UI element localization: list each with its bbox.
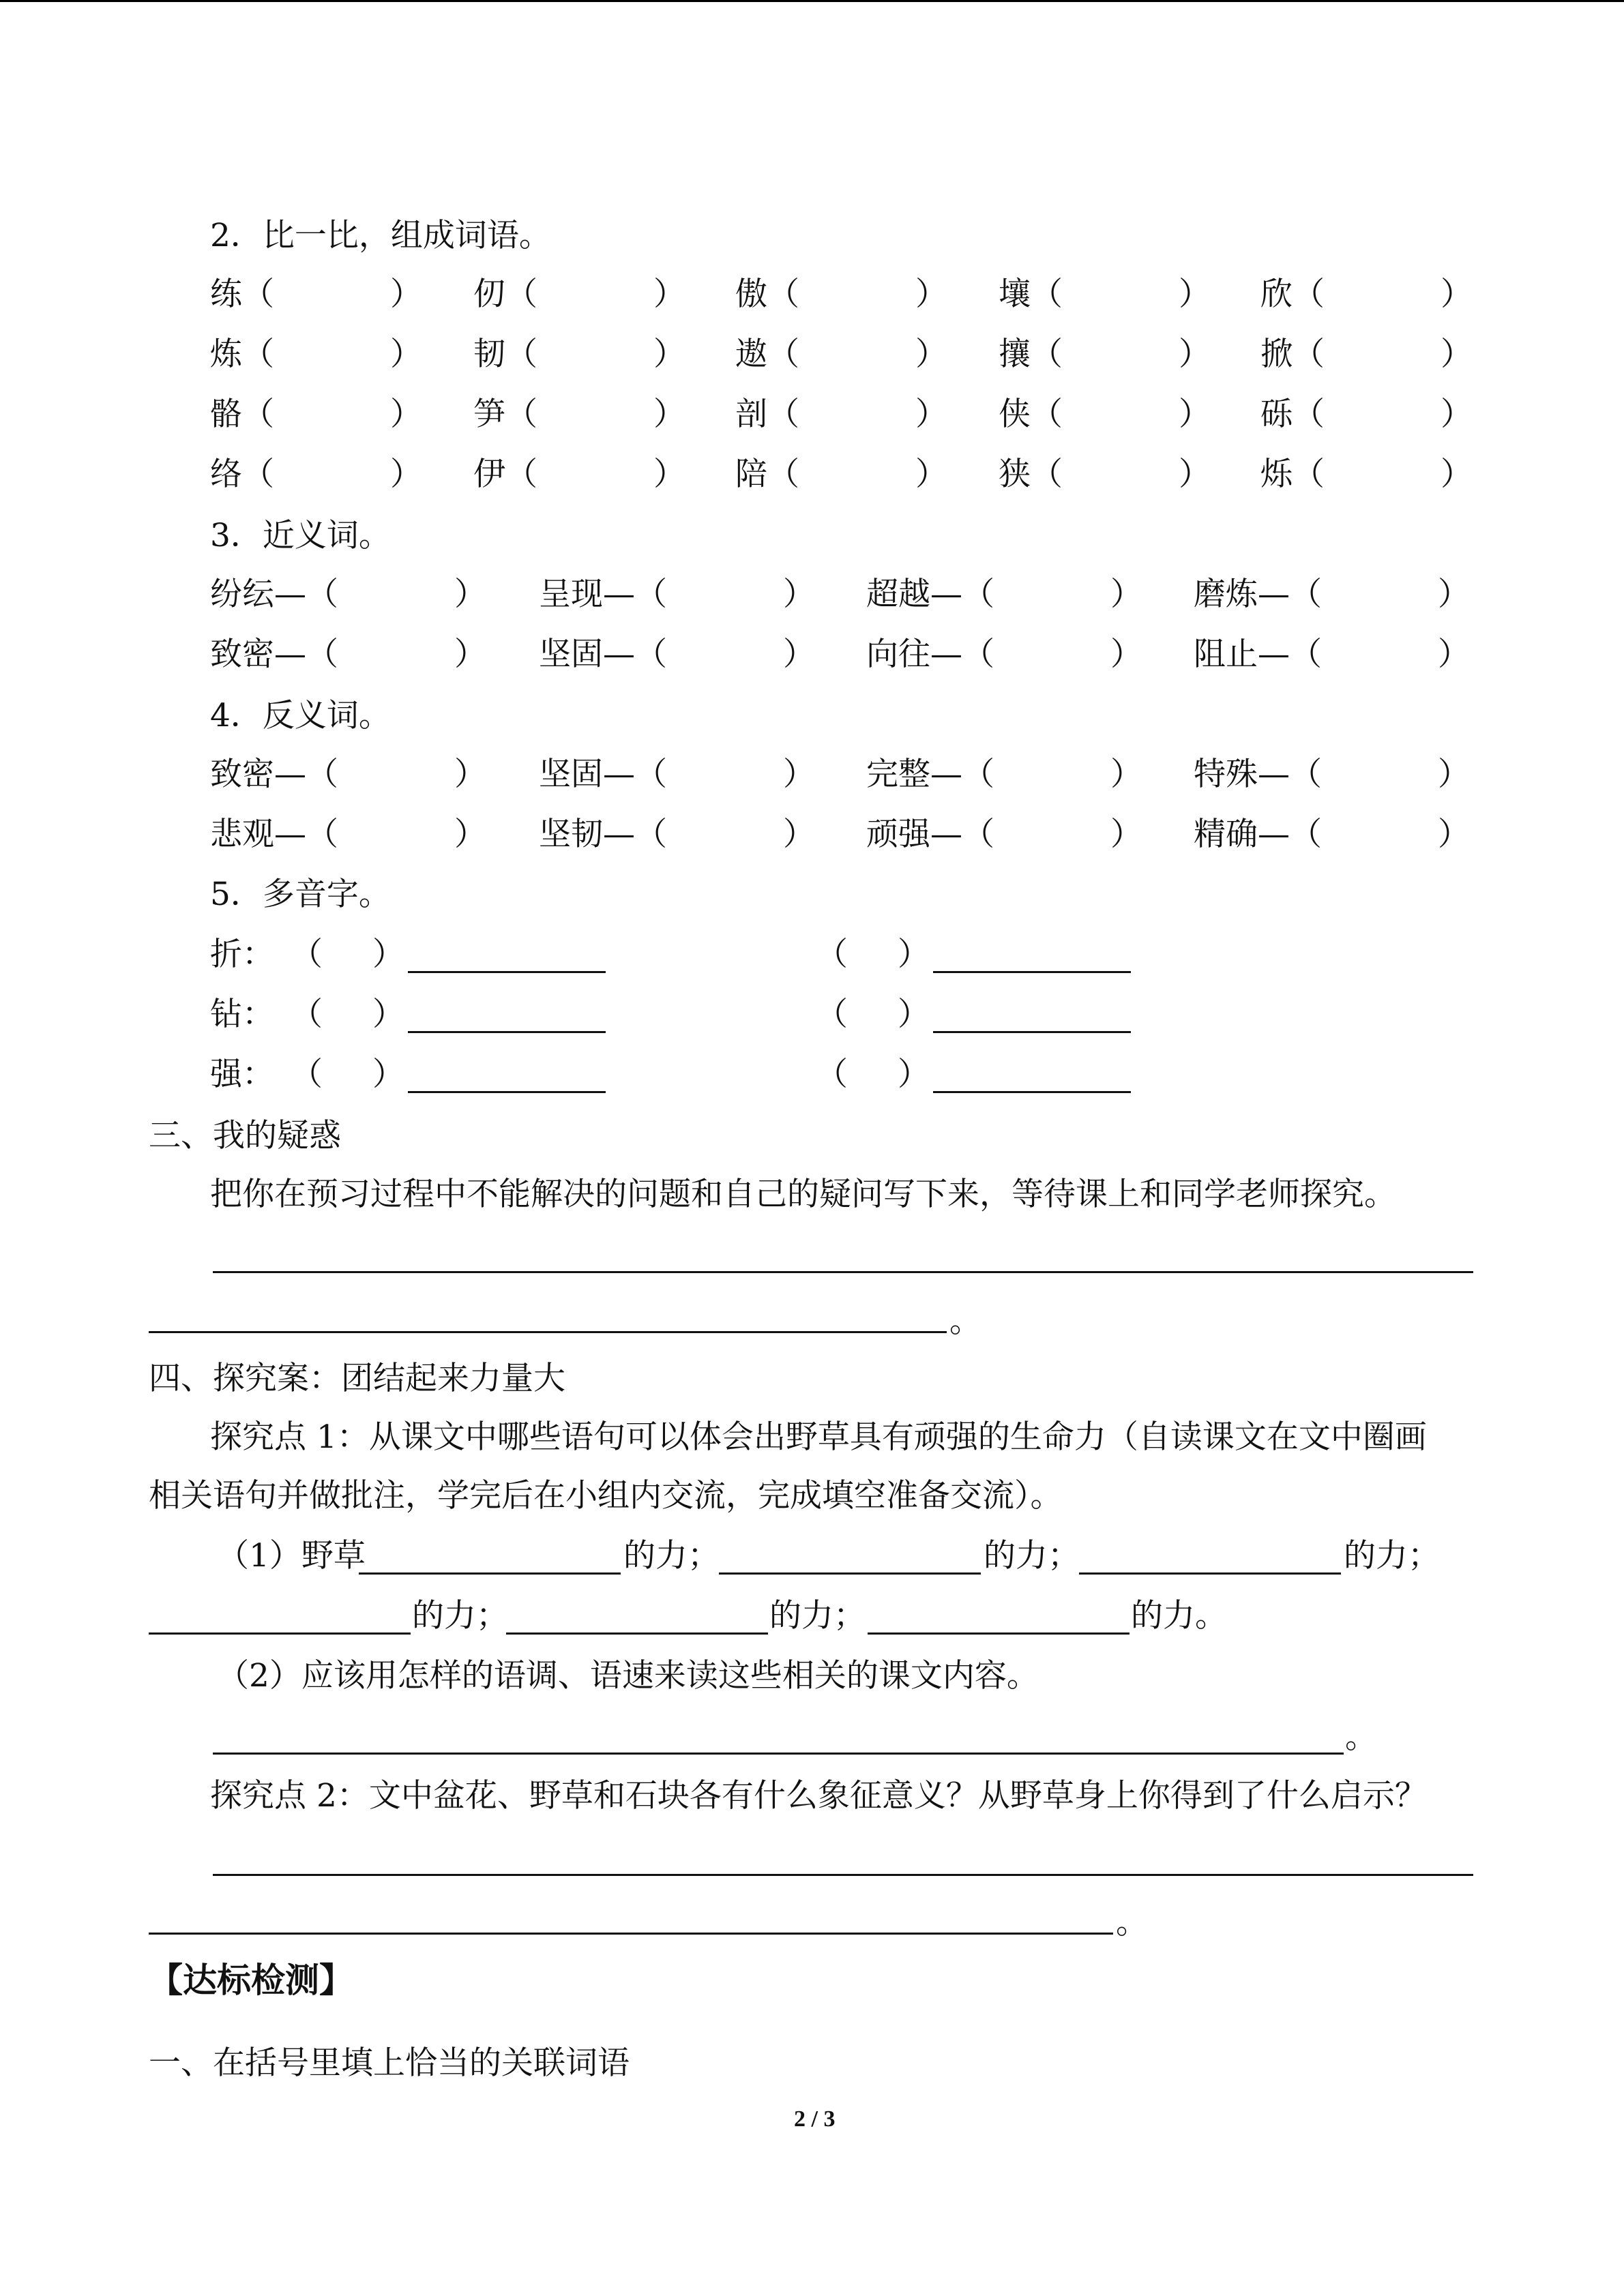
- word-character-label: 练（: [210, 275, 274, 313]
- word-character-label: 遨（: [735, 336, 799, 373]
- closing-paren: ）: [454, 816, 486, 853]
- fill-blank[interactable]: [1063, 454, 1165, 495]
- fill-blank[interactable]: [1322, 574, 1424, 615]
- closing-paren: ）: [1179, 456, 1211, 493]
- fill-blank[interactable]: [1063, 274, 1165, 315]
- closing-paren: ）: [915, 336, 947, 373]
- end-mark: 。: [949, 1302, 981, 1340]
- fill-blank[interactable]: [1325, 334, 1427, 375]
- closing-paren: ）: [1438, 576, 1470, 613]
- section-3-title: 3．近义词。: [210, 517, 391, 554]
- part-4-title: 四、探究案：团结起来力量大: [149, 1360, 565, 1397]
- closing-paren: ）: [454, 636, 486, 673]
- of-force-label: 的力；: [1344, 1537, 1440, 1575]
- word-blank[interactable]: [408, 971, 606, 973]
- word-character-label: 络（: [210, 456, 274, 493]
- fill-blank[interactable]: [1063, 334, 1165, 375]
- word-character-label: 仞（: [473, 275, 537, 313]
- closing-paren: ）: [1110, 576, 1142, 613]
- of-force-label: 的力；: [984, 1537, 1080, 1575]
- word-blank[interactable]: [408, 1091, 606, 1093]
- answer-line[interactable]: [213, 1271, 1473, 1273]
- closing-paren: ）: [653, 275, 685, 313]
- fill-blank[interactable]: [149, 1632, 411, 1635]
- word-character-label: 欣（: [1260, 275, 1325, 313]
- word-character-label: 侠（: [999, 396, 1063, 433]
- fill-blank[interactable]: [799, 454, 902, 495]
- closing-paren: ）: [783, 636, 815, 673]
- closing-paren: ）: [1110, 816, 1142, 853]
- fill-blank[interactable]: [506, 1632, 768, 1635]
- closing-paren: ）: [653, 456, 685, 493]
- point-1-text-continued: 相关语句并做批注，学完后在小组内交流，完成填空准备交流）。: [149, 1477, 1063, 1515]
- part-3-instruction: 把你在预习过程中不能解决的问题和自己的疑问写下来，等待课上和同学老师探究。: [210, 1176, 1396, 1213]
- fill-blank[interactable]: [994, 754, 1097, 795]
- answer-line[interactable]: [149, 1933, 1113, 1935]
- fill-blank[interactable]: [537, 274, 640, 315]
- closing-paren: ）: [390, 336, 422, 373]
- fill-blank[interactable]: [338, 574, 441, 615]
- word-character-label: 笋（: [473, 396, 537, 433]
- word-character-label: 傲（: [735, 275, 799, 313]
- fill-blank[interactable]: [274, 334, 377, 375]
- fill-blank[interactable]: [994, 574, 1097, 615]
- fill-blank[interactable]: [667, 754, 769, 795]
- closing-paren: ）: [1179, 275, 1211, 313]
- assessment-item-1: 一、在括号里填上恰当的关联词语: [149, 2044, 630, 2082]
- antonym-word-label: 精确—（: [1194, 816, 1322, 853]
- closing-paren: ）: [454, 756, 486, 793]
- fill-blank[interactable]: [1079, 1572, 1341, 1575]
- closing-paren: ）: [390, 275, 422, 313]
- polyphonic-character: 钻：: [210, 996, 274, 1033]
- fill-blank[interactable]: [1063, 394, 1165, 435]
- of-force-end-label: 的力。: [1131, 1597, 1227, 1635]
- word-character-label: 砾（: [1260, 396, 1325, 433]
- pinyin-open-paren: （: [291, 996, 323, 1033]
- antonym-word-label: 坚韧—（: [539, 816, 667, 853]
- synonym-word-label: 纷纭—（: [210, 576, 338, 613]
- assessment-heading: 【达标检测】: [149, 1960, 353, 2000]
- fill-blank[interactable]: [719, 1572, 981, 1575]
- antonym-word-label: 致密—（: [210, 756, 338, 793]
- closing-paren: ）: [1441, 456, 1473, 493]
- pinyin-close-paren: ）: [898, 936, 930, 973]
- closing-paren: ）: [915, 275, 947, 313]
- word-character-label: 壤（: [999, 275, 1063, 313]
- fill-blank[interactable]: [537, 334, 640, 375]
- fill-blank[interactable]: [1322, 754, 1424, 795]
- fill-blank[interactable]: [359, 1572, 621, 1575]
- synonym-word-label: 阻止—（: [1194, 636, 1322, 673]
- fill-blank[interactable]: [338, 634, 441, 675]
- fill-blank[interactable]: [868, 1632, 1130, 1635]
- closing-paren: ）: [1179, 336, 1211, 373]
- closing-paren: ）: [454, 576, 486, 613]
- antonym-word-label: 特殊—（: [1194, 756, 1322, 793]
- closing-paren: ）: [1110, 636, 1142, 673]
- section-2-title: 2．比一比，组成词语。: [210, 217, 551, 254]
- fill-blank[interactable]: [1325, 274, 1427, 315]
- closing-paren: ）: [1179, 396, 1211, 433]
- antonym-word-label: 完整—（: [866, 756, 994, 793]
- of-force-label: 的力；: [412, 1597, 508, 1635]
- fill-blank[interactable]: [799, 394, 902, 435]
- pinyin-open-paren: （: [816, 936, 848, 973]
- synonym-word-label: 向往—（: [866, 636, 994, 673]
- closing-paren: ）: [915, 456, 947, 493]
- word-blank[interactable]: [933, 971, 1131, 973]
- polyphonic-character: 折：: [210, 936, 274, 973]
- closing-paren: ）: [915, 396, 947, 433]
- word-character-label: 剖（: [735, 396, 799, 433]
- pinyin-open-paren: （: [291, 1056, 323, 1093]
- fill-blank[interactable]: [799, 274, 902, 315]
- answer-line[interactable]: [149, 1331, 947, 1333]
- fill-blank[interactable]: [1322, 814, 1424, 855]
- word-character-label: 掀（: [1260, 336, 1325, 373]
- pinyin-close-paren: ）: [372, 996, 404, 1033]
- fill-blank[interactable]: [1322, 634, 1424, 675]
- pinyin-close-paren: ）: [898, 1056, 930, 1093]
- word-character-label: 狭（: [999, 456, 1063, 493]
- closing-paren: ）: [1110, 756, 1142, 793]
- word-character-label: 炼（: [210, 336, 274, 373]
- word-blank[interactable]: [408, 1031, 606, 1033]
- pinyin-close-paren: ）: [372, 936, 404, 973]
- point-1-text: 探究点 1：从课文中哪些语句可以体会出野草具有顽强的生命力（自读课文在文中圈画: [210, 1418, 1427, 1456]
- word-blank[interactable]: [933, 1091, 1131, 1093]
- synonym-word-label: 致密—（: [210, 636, 338, 673]
- answer-line[interactable]: [213, 1874, 1473, 1876]
- word-blank[interactable]: [933, 1031, 1131, 1033]
- answer-line[interactable]: [213, 1753, 1344, 1755]
- pinyin-open-paren: （: [291, 936, 323, 973]
- fill-blank[interactable]: [799, 334, 902, 375]
- pinyin-close-paren: ）: [898, 996, 930, 1033]
- antonym-word-label: 顽强—（: [866, 816, 994, 853]
- page-top-border: [0, 0, 1624, 2]
- word-character-label: 骼（: [210, 396, 274, 433]
- word-character-label: 陪（: [735, 456, 799, 493]
- of-force-label: 的力；: [769, 1597, 866, 1635]
- word-character-label: 韧（: [473, 336, 537, 373]
- of-force-label: 的力；: [623, 1537, 720, 1575]
- fill-blank[interactable]: [994, 634, 1097, 675]
- closing-paren: ）: [653, 396, 685, 433]
- end-mark: 。: [1345, 1718, 1377, 1756]
- synonym-word-label: 超越—（: [866, 576, 994, 613]
- fill-blank[interactable]: [537, 454, 640, 495]
- part-3-title: 三、我的疑惑: [149, 1117, 341, 1154]
- closing-paren: ）: [390, 396, 422, 433]
- word-character-label: 伊（: [473, 456, 537, 493]
- word-character-label: 攘（: [999, 336, 1063, 373]
- pinyin-close-paren: ）: [372, 1056, 404, 1093]
- fill-blank[interactable]: [537, 394, 640, 435]
- fill-blank[interactable]: [274, 394, 377, 435]
- section-5-title: 5．多音字。: [210, 876, 391, 913]
- end-mark: 。: [1116, 1904, 1148, 1941]
- closing-paren: ）: [783, 816, 815, 853]
- closing-paren: ）: [1441, 275, 1473, 313]
- question-2-text: （2）应该用怎样的语调、语速来读这些相关的课文内容。: [217, 1657, 1039, 1695]
- question-1-prefix: （1）野草: [217, 1537, 366, 1575]
- fill-blank[interactable]: [667, 634, 769, 675]
- fill-blank[interactable]: [1325, 454, 1427, 495]
- closing-paren: ）: [653, 336, 685, 373]
- pinyin-open-paren: （: [816, 996, 848, 1033]
- synonym-word-label: 坚固—（: [539, 636, 667, 673]
- polyphonic-character: 强：: [210, 1056, 274, 1093]
- synonym-word-label: 呈现—（: [539, 576, 667, 613]
- closing-paren: ）: [1441, 396, 1473, 433]
- point-2-text: 探究点 2：文中盆花、野草和石块各有什么象征意义？从野草身上你得到了什么启示？: [210, 1777, 1427, 1815]
- antonym-word-label: 悲观—（: [210, 816, 338, 853]
- pinyin-open-paren: （: [816, 1056, 848, 1093]
- closing-paren: ）: [1438, 756, 1470, 793]
- closing-paren: ）: [783, 576, 815, 613]
- closing-paren: ）: [1441, 336, 1473, 373]
- synonym-word-label: 磨炼—（: [1194, 576, 1322, 613]
- closing-paren: ）: [390, 456, 422, 493]
- closing-paren: ）: [1438, 636, 1470, 673]
- fill-blank[interactable]: [338, 754, 441, 795]
- fill-blank[interactable]: [667, 814, 769, 855]
- page-number: 2 / 3: [794, 2106, 836, 2132]
- closing-paren: ）: [783, 756, 815, 793]
- antonym-word-label: 坚固—（: [539, 756, 667, 793]
- fill-blank[interactable]: [1325, 394, 1427, 435]
- fill-blank[interactable]: [274, 454, 377, 495]
- fill-blank[interactable]: [667, 574, 769, 615]
- fill-blank[interactable]: [338, 814, 441, 855]
- fill-blank[interactable]: [274, 274, 377, 315]
- fill-blank[interactable]: [994, 814, 1097, 855]
- closing-paren: ）: [1438, 816, 1470, 853]
- section-4-title: 4．反义词。: [210, 697, 391, 734]
- word-character-label: 烁（: [1260, 456, 1325, 493]
